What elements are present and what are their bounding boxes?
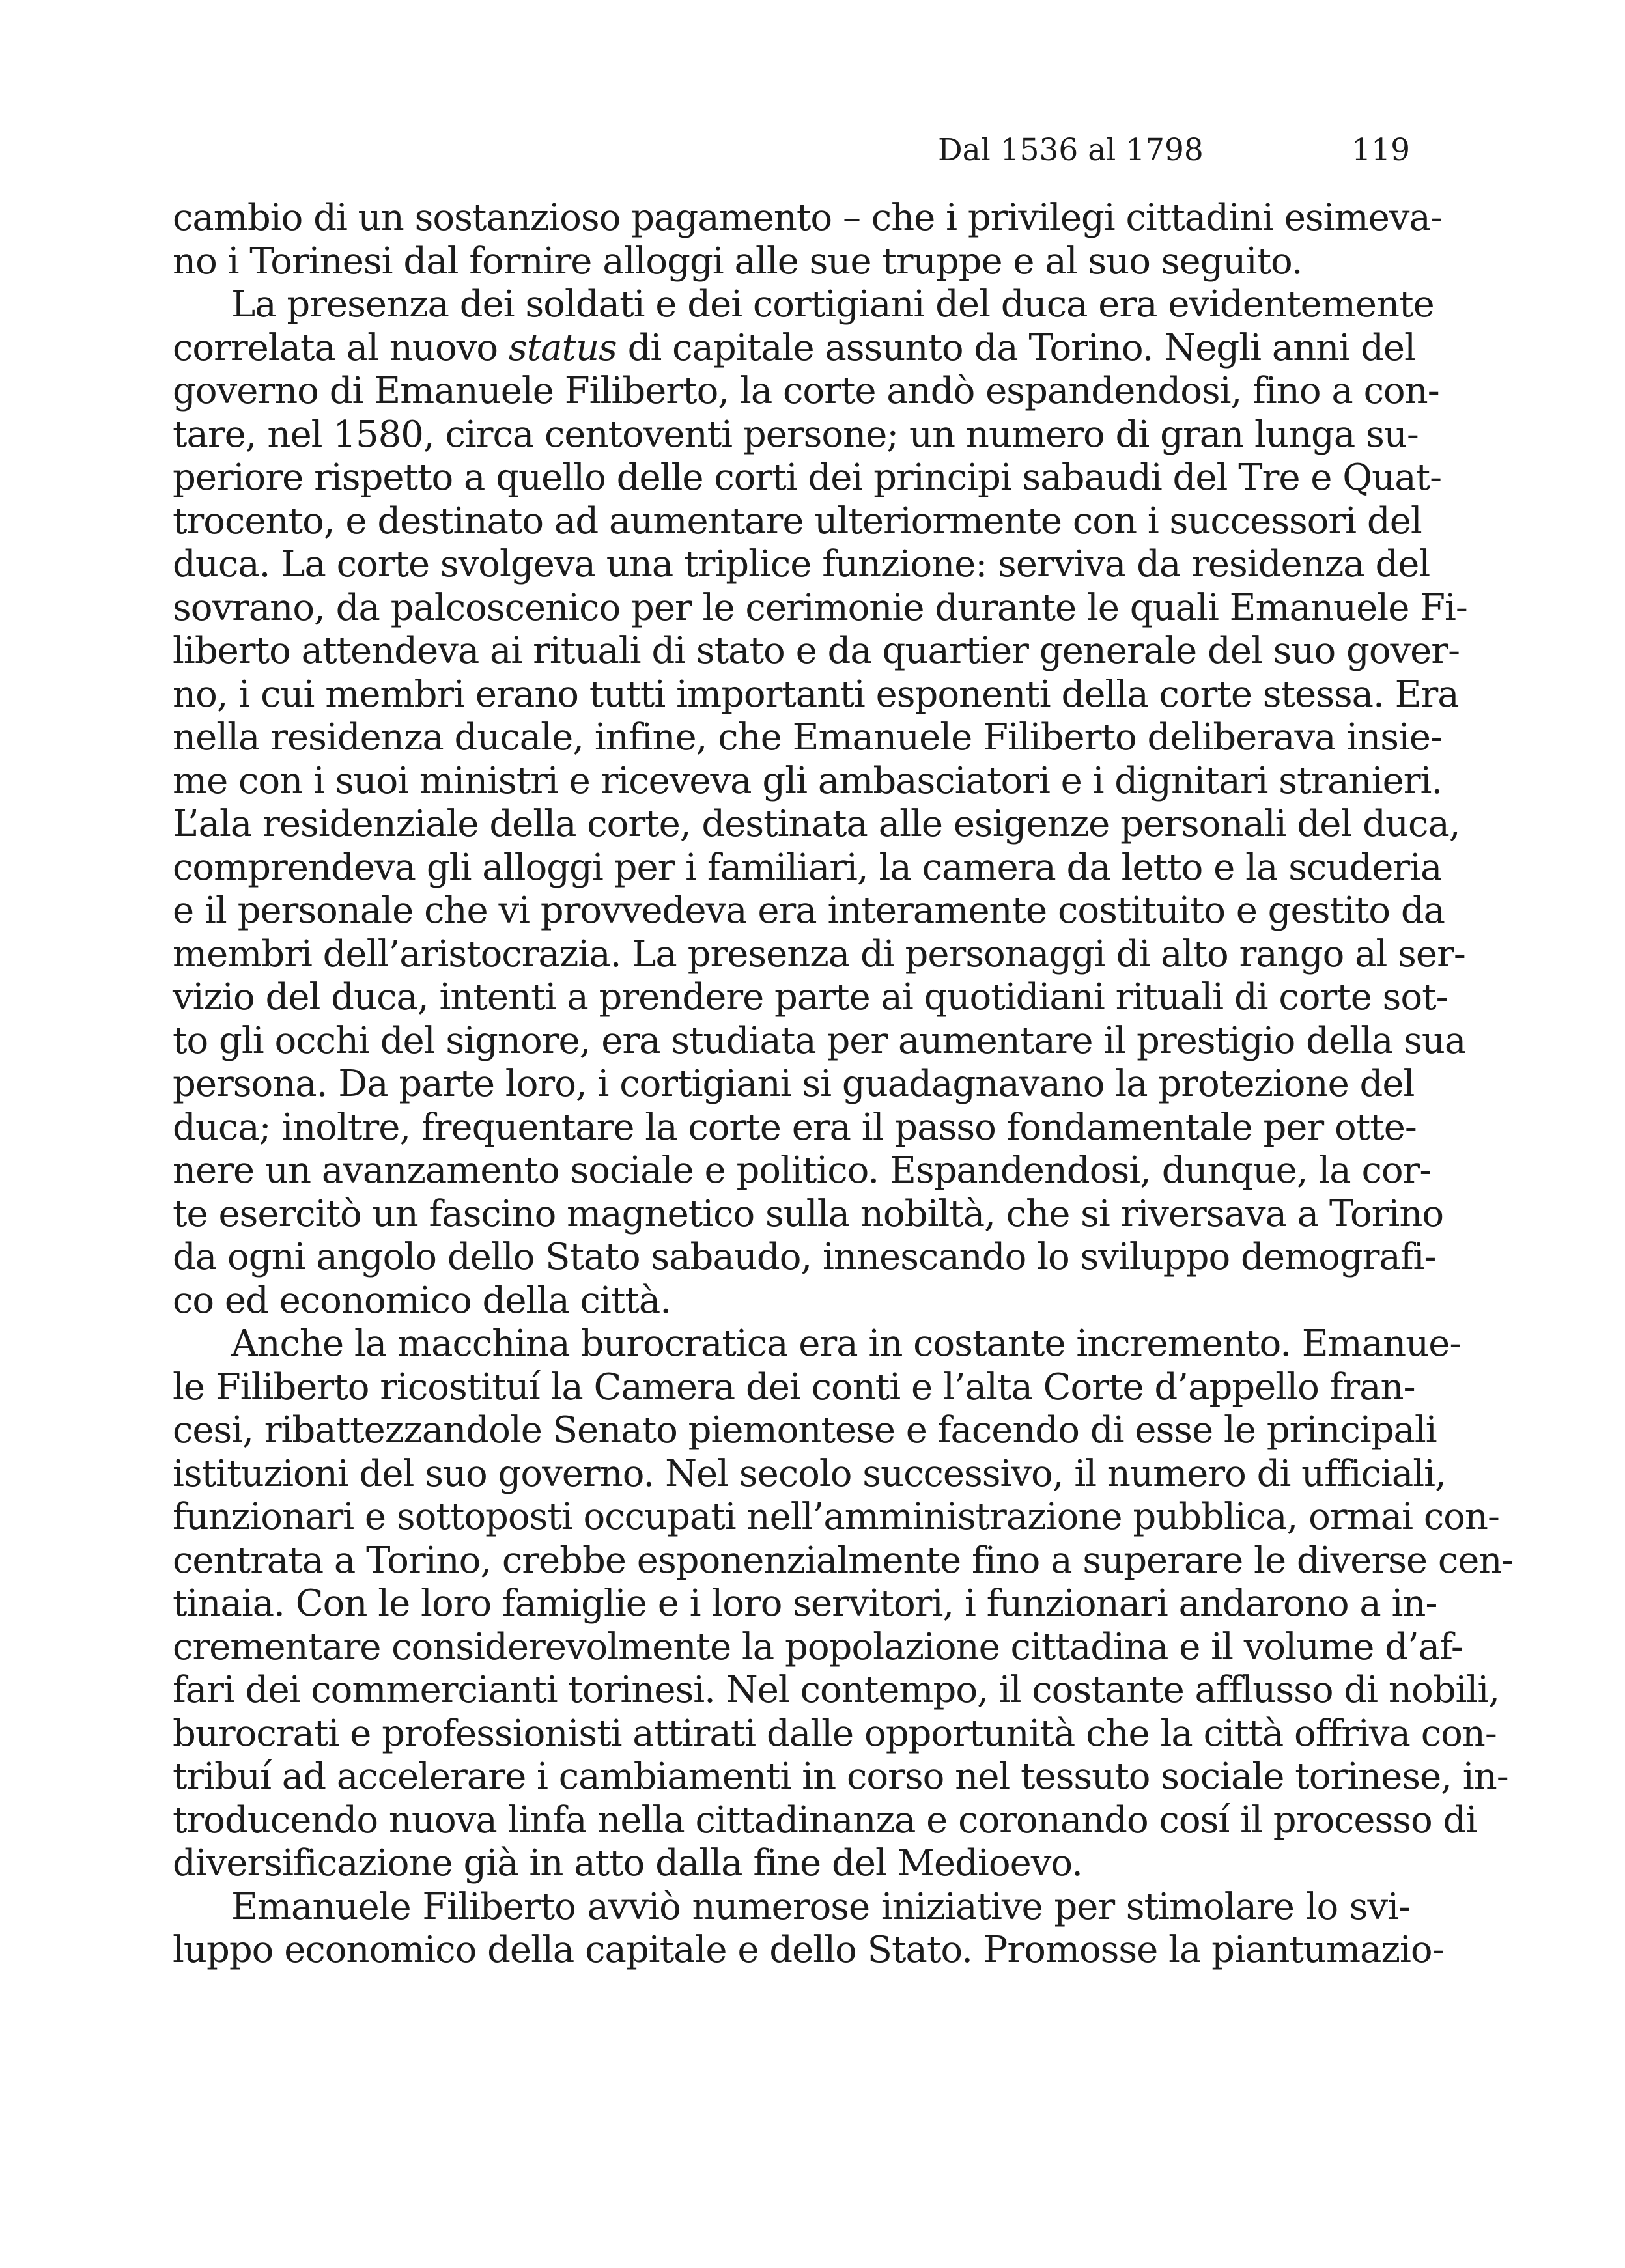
- text-line: centrata a Torino, crebbe esponenzialmente fino a superare le diverse cen-: [173, 1539, 1514, 1582]
- text-line: periore rispetto a quello delle corti dei principi sabaudi del Tre e Quat-: [173, 456, 1442, 499]
- text-line: crementare considerevolmente la popolazione cittadina e il volume d’af-: [173, 1625, 1463, 1668]
- text-line: La presenza dei soldati e dei cortigiani del duca era evidentemente: [231, 283, 1434, 326]
- text-line: no i Torinesi dal fornire alloggi alle sue truppe e al suo seguito.: [173, 240, 1303, 283]
- text-line: governo di Emanuele Filiberto, la corte andò espandendosi, fino a con-: [173, 370, 1439, 412]
- text-line: me con i suoi ministri e riceveva gli ambasciatori e i dignitari stranieri.: [173, 759, 1443, 802]
- text-line: fari dei commercianti torinesi. Nel contempo, il costante afflusso di nobili,: [173, 1669, 1500, 1711]
- page-number: 119: [1351, 132, 1410, 168]
- text-run: correlata al nuovo: [173, 326, 509, 369]
- running-header: [938, 128, 1410, 173]
- text-line: e il personale che vi provvedeva era interamente costituito e gestito da: [173, 889, 1445, 932]
- text-line: luppo economico della capitale e dello Stato. Promosse la piantumazio-: [173, 1929, 1444, 1971]
- text-line: troducendo nuova linfa nella cittadinanza e coronando cosí il processo di: [173, 1799, 1477, 1841]
- text-line: [173, 326, 1415, 371]
- text-line: trocento, e destinato ad aumentare ulteriormente con i successori del: [173, 499, 1422, 542]
- text-line: diversificazione già in atto dalla fine del Medioevo.: [173, 1842, 1082, 1884]
- text-line: burocrati e professionisti attirati dalle opportunità che la città offriva con-: [173, 1712, 1497, 1755]
- text-line: funzionari e sottoposti occupati nell’amministrazione pubblica, ormai con-: [173, 1496, 1499, 1538]
- text-line: no, i cui membri erano tutti importanti esponenti della corte stessa. Era: [173, 673, 1459, 716]
- text-line: cambio di un sostanzioso pagamento – che i privilegi cittadini esimeva-: [173, 197, 1442, 239]
- text-line: persona. Da parte loro, i cortigiani si guadagnavano la protezione del: [173, 1063, 1415, 1105]
- text-line: duca. La corte svolgeva una triplice funzione: serviva da residenza del: [173, 543, 1430, 585]
- text-line: te esercitò un fascino magnetico sulla nobiltà, che si riversava a Torino: [173, 1192, 1444, 1235]
- running-title: Dal 1536 al 1798: [938, 132, 1204, 168]
- text-line: da ogni angolo dello Stato sabaudo, innescando lo sviluppo demografi-: [173, 1236, 1436, 1278]
- text-line: istituzioni del suo governo. Nel secolo successivo, il numero di ufficiali,: [173, 1452, 1446, 1495]
- text-line: to gli occhi del signore, era studiata per aumentare il prestigio della sua: [173, 1019, 1466, 1062]
- italic-term: status: [508, 326, 617, 369]
- text-line: sovrano, da palcoscenico per le cerimonie durante le quali Emanuele Fi-: [173, 586, 1467, 629]
- text-line: L’ala residenziale della corte, destinata alle esigenze personali del duca,: [173, 803, 1460, 845]
- text-line: le Filiberto ricostituí la Camera dei conti e l’alta Corte d’appello fran-: [173, 1365, 1415, 1408]
- text-line: nella residenza ducale, infine, che Emanuele Filiberto deliberava insie-: [173, 716, 1442, 759]
- text-line: nere un avanzamento sociale e politico. Espandendosi, dunque, la cor-: [173, 1149, 1432, 1192]
- text-line: tare, nel 1580, circa centoventi persone; un numero di gran lunga su-: [173, 413, 1419, 456]
- text-line: tribuí ad accelerare i cambiamenti in corso nel tessuto sociale torinese, in-: [173, 1756, 1508, 1798]
- text-line: duca; inoltre, frequentare la corte era il passo fondamentale per otte-: [173, 1106, 1417, 1149]
- text-line: Anche la macchina burocratica era in costante incremento. Emanue-: [231, 1323, 1462, 1365]
- text-line: membri dell’aristocrazia. La presenza di personaggi di alto rango al ser-: [173, 932, 1465, 975]
- text-run: di capitale assunto da Torino. Negli anni del: [616, 326, 1415, 369]
- text-line: Emanuele Filiberto avviò numerose iniziative per stimolare lo svi-: [231, 1885, 1410, 1928]
- text-line: co ed economico della città.: [173, 1279, 671, 1322]
- body-text: [173, 197, 1514, 1972]
- text-line: liberto attendeva ai rituali di stato e da quartier generale del suo gover-: [173, 630, 1460, 672]
- text-line: cesi, ribattezzandole Senato piemontese e facendo di esse le principali: [173, 1409, 1437, 1451]
- text-line: tinaia. Con le loro famiglie e i loro servitori, i funzionari andarono a in-: [173, 1582, 1437, 1625]
- text-line: vizio del duca, intenti a prendere parte ai quotidiani rituali di corte sot-: [173, 976, 1448, 1018]
- text-line: comprendeva gli alloggi per i familiari, la camera da letto e la scuderia: [173, 846, 1442, 889]
